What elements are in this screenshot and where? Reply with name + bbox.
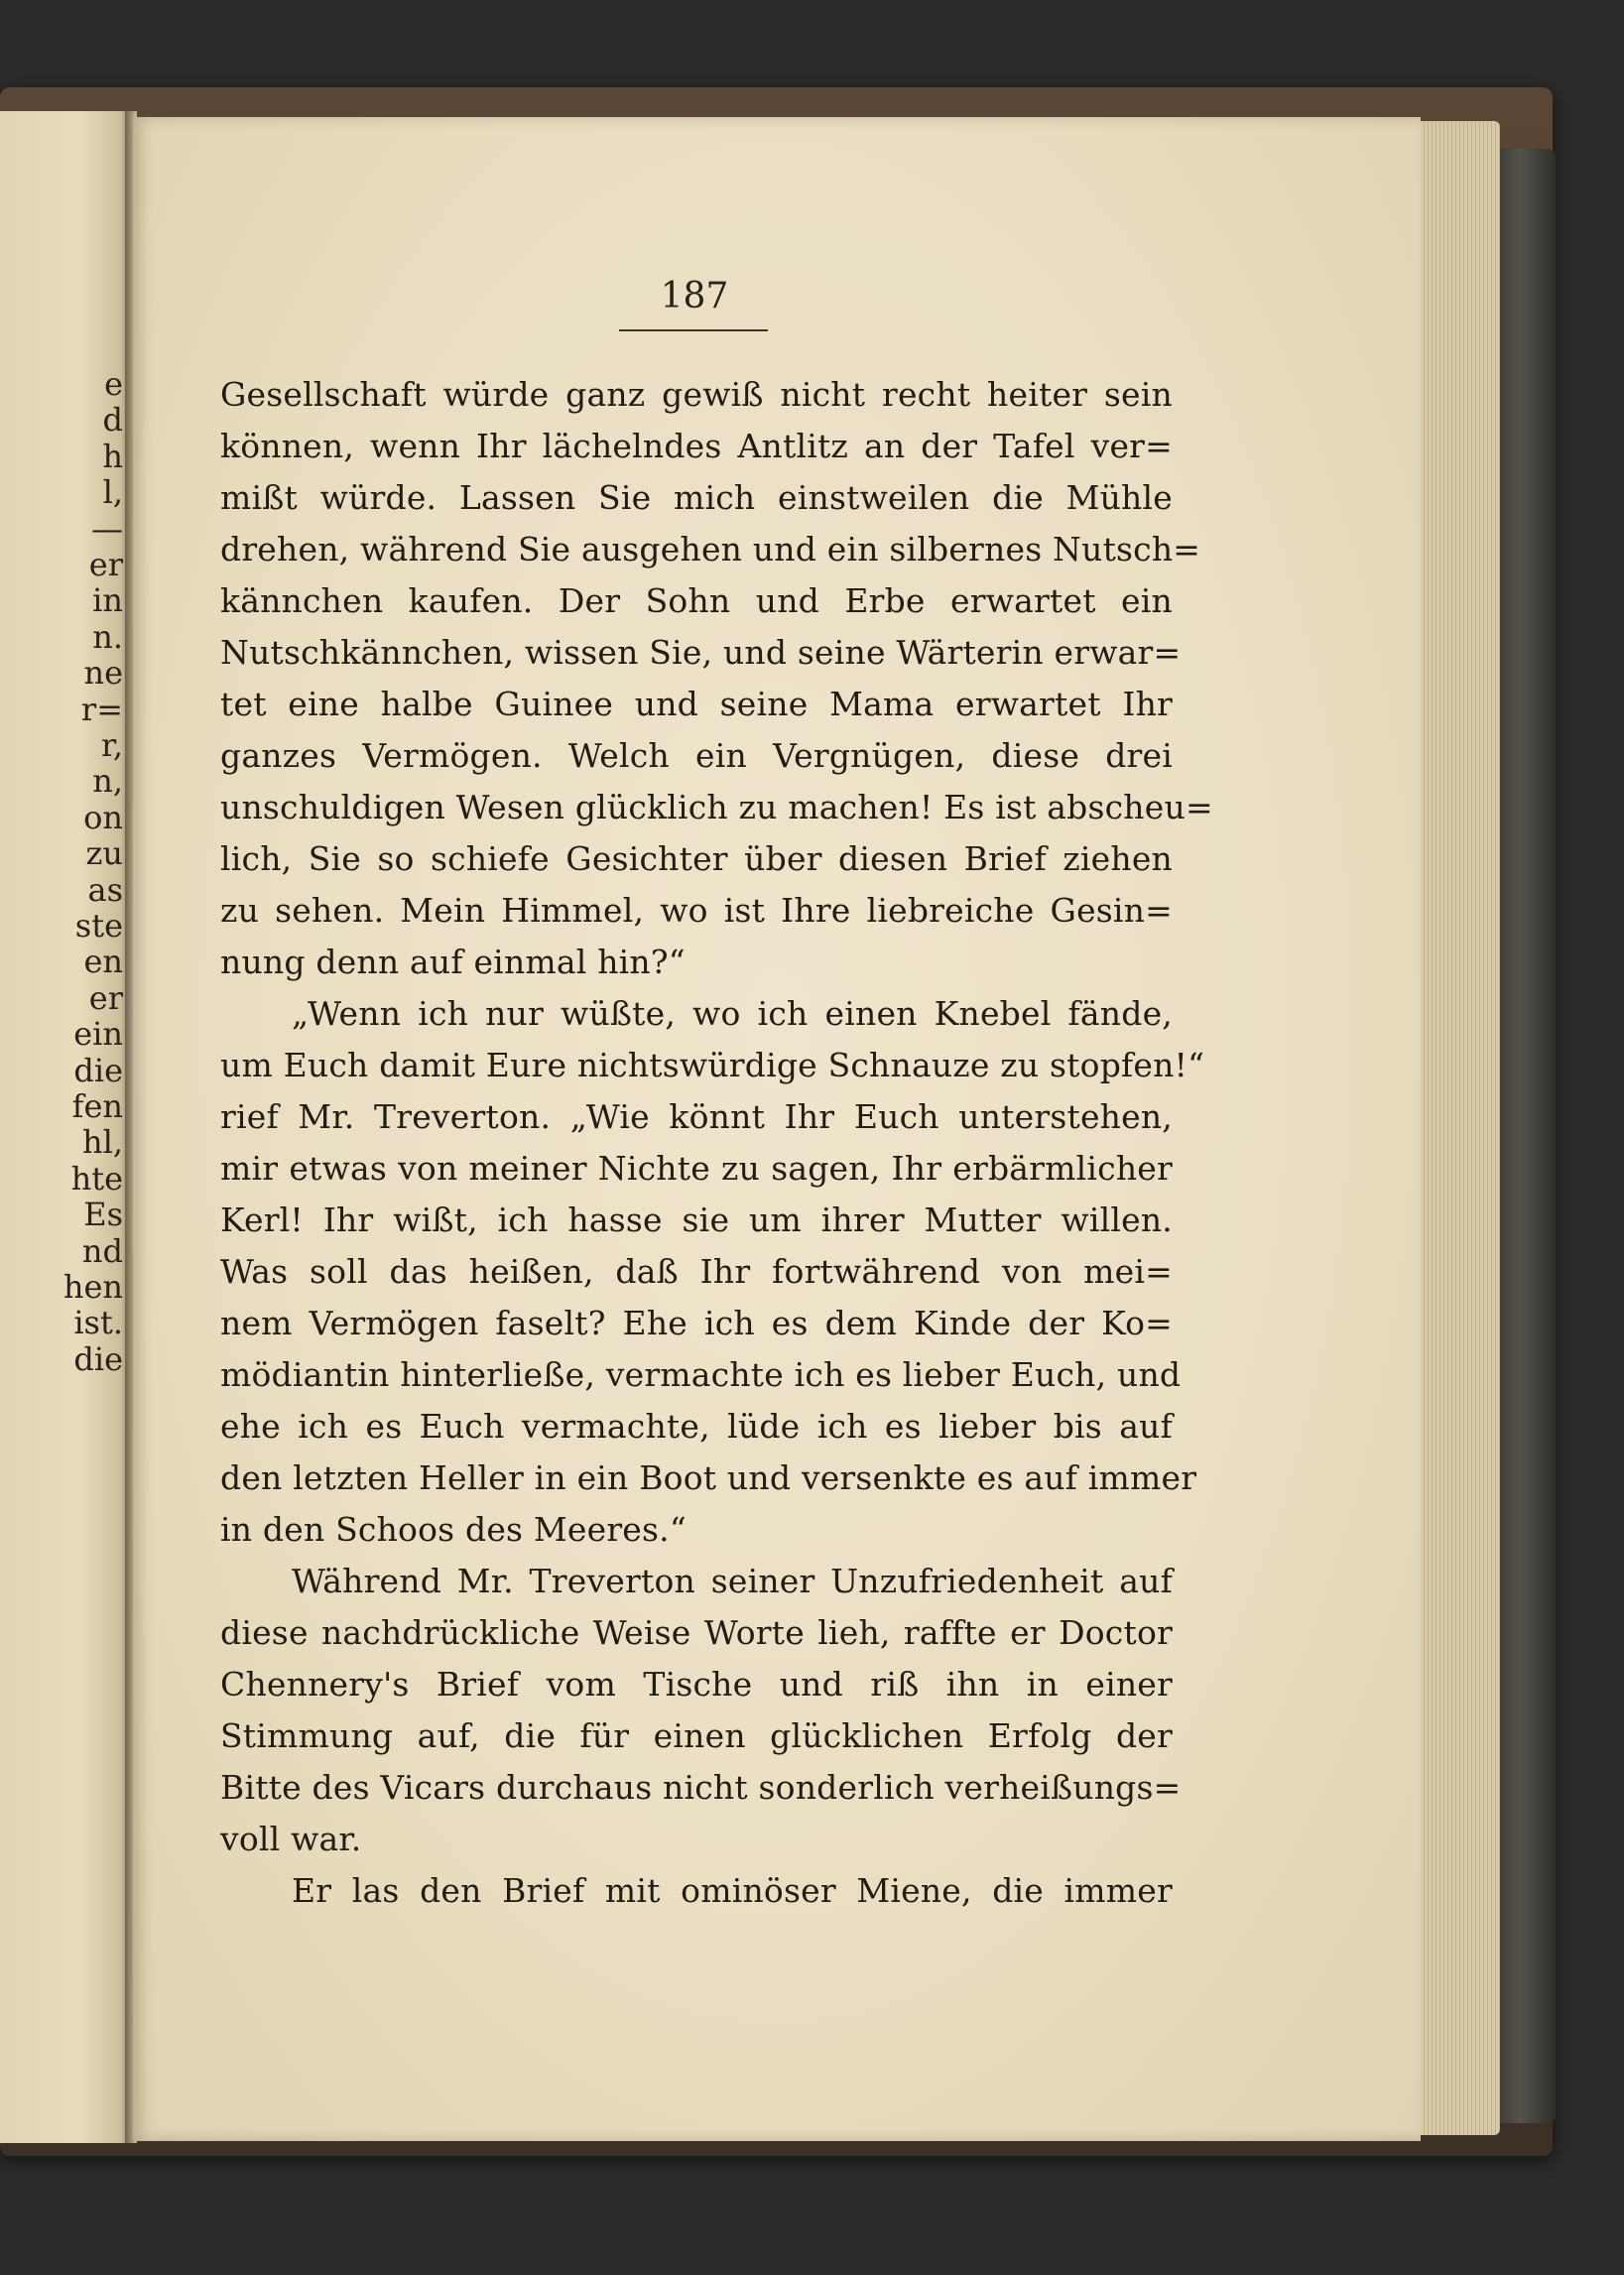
text-line: mißt würde. Lassen Sie mich einstweilen die Mühle (220, 478, 1173, 517)
text-line: Stimmung auf, die für einen glücklichen Erfolg der (220, 1716, 1173, 1755)
left-page-fragment: in (92, 581, 123, 620)
left-page-fragment: zu (85, 834, 123, 873)
left-page-fragment: er (88, 978, 123, 1017)
text-line: mir etwas von meiner Nichte zu sagen, Ihr erbärmlicher (220, 1149, 1173, 1188)
text-line: um Euch damit Eure nichtswürdige Schnauze zu stopfen!“ (220, 1046, 1205, 1084)
page-number-rule (619, 329, 768, 331)
left-page-fragment: fen (71, 1087, 123, 1125)
left-page-fragment: die (73, 1051, 123, 1089)
text-line: voll war. (220, 1820, 362, 1858)
left-page-fragment: ist. (73, 1304, 123, 1342)
cover-edge (1496, 149, 1556, 2123)
text-line: ganzes Vermögen. Welch ein Vergnügen, diese drei (220, 736, 1173, 775)
left-page-fragment: r= (80, 690, 123, 728)
left-page-fragment: r, (101, 726, 123, 764)
text-line: drehen, während Sie ausgehen und ein silbernes Nutsch= (220, 530, 1201, 569)
text-line: mödiantin hinterließe, vermachte ich es lieber Euch, und (220, 1355, 1182, 1394)
text-line: kännchen kaufen. Der Sohn und Erbe erwartet ein (220, 581, 1173, 620)
left-page-fragment: er (88, 546, 123, 583)
left-page-fragment: d (102, 401, 123, 440)
left-page-fragment: — (91, 509, 123, 548)
left-page-fragment: as (87, 870, 123, 909)
text-line: Während Mr. Treverton seiner Unzufriedenheit auf (292, 1562, 1173, 1600)
left-page-edge (0, 111, 131, 2143)
left-page-fragment: die (73, 1339, 123, 1378)
left-page-fragment: nd (81, 1231, 123, 1270)
text-line: unschuldigen Wesen glücklich zu machen! Es ist abscheu= (220, 788, 1213, 826)
left-page-fragment: en (83, 943, 123, 981)
text-line: Chennery's Brief vom Tische und riß ihn in einer (220, 1665, 1173, 1704)
text-line: zu sehen. Mein Himmel, wo ist Ihre liebreiche Gesin= (220, 891, 1173, 930)
left-page-fragment: n, (92, 762, 123, 801)
left-page-fragment: ne (83, 654, 123, 693)
left-page-fragment: hte (70, 1159, 123, 1198)
left-page-fragment: l, (102, 473, 123, 512)
text-line: Er las den Brief mit ominöser Miene, die immer (292, 1871, 1173, 1910)
left-page-fragment: h (102, 437, 123, 475)
text-line: können, wenn Ihr lächelndes Antlitz an der Tafel ver= (220, 427, 1173, 465)
left-page-fragment: e (104, 365, 123, 403)
left-page-fragment: ein (73, 1015, 123, 1054)
left-page-fragment: hl, (81, 1123, 123, 1162)
text-line: nem Vermögen faselt? Ehe ich es dem Kinde der Ko= (220, 1304, 1173, 1342)
left-page-fragment: n. (92, 617, 123, 656)
text-line: nung denn auf einmal hin?“ (220, 943, 686, 981)
page-number: 187 (660, 276, 729, 316)
text-line: „Wenn ich nur wüßte, wo ich einen Knebel fände, (292, 994, 1173, 1033)
text-line: ehe ich es Euch vermachte, lüde ich es lieber bis auf (220, 1407, 1173, 1446)
left-page-fragment: Es (83, 1196, 123, 1234)
text-line: tet eine halbe Guinee und seine Mama erwartet Ihr (220, 685, 1173, 723)
text-line: den letzten Heller in ein Boot und versenkte es auf immer (220, 1458, 1197, 1497)
text-line: rief Mr. Treverton. „Wie könnt Ihr Euch unterstehen, (220, 1097, 1173, 1136)
text-line: lich, Sie so schiefe Gesichter über diesen Brief ziehen (220, 839, 1173, 878)
text-line: Was soll das heißen, daß Ihr fortwährend von mei= (220, 1252, 1173, 1291)
text-line: diese nachdrückliche Weise Worte lieh, raffte er Doctor (220, 1613, 1173, 1652)
left-page-fragment: ste (74, 907, 123, 945)
text-line: Bitte des Vicars durchaus nicht sonderlich verheißungs= (220, 1768, 1182, 1807)
page-text (220, 369, 1213, 1917)
text-line: Gesellschaft würde ganz gewiß nicht recht heiter sein (220, 375, 1173, 414)
text-line: Nutschkännchen, wissen Sie, und seine Wärterin erwar= (220, 633, 1182, 672)
text-line: Kerl! Ihr wißt, ich hasse sie um ihrer Mutter willen. (220, 1201, 1173, 1239)
text-line: in den Schoos des Meeres.“ (220, 1510, 687, 1549)
left-page-fragment: on (83, 798, 123, 836)
left-page-fragment: hen (62, 1268, 123, 1306)
